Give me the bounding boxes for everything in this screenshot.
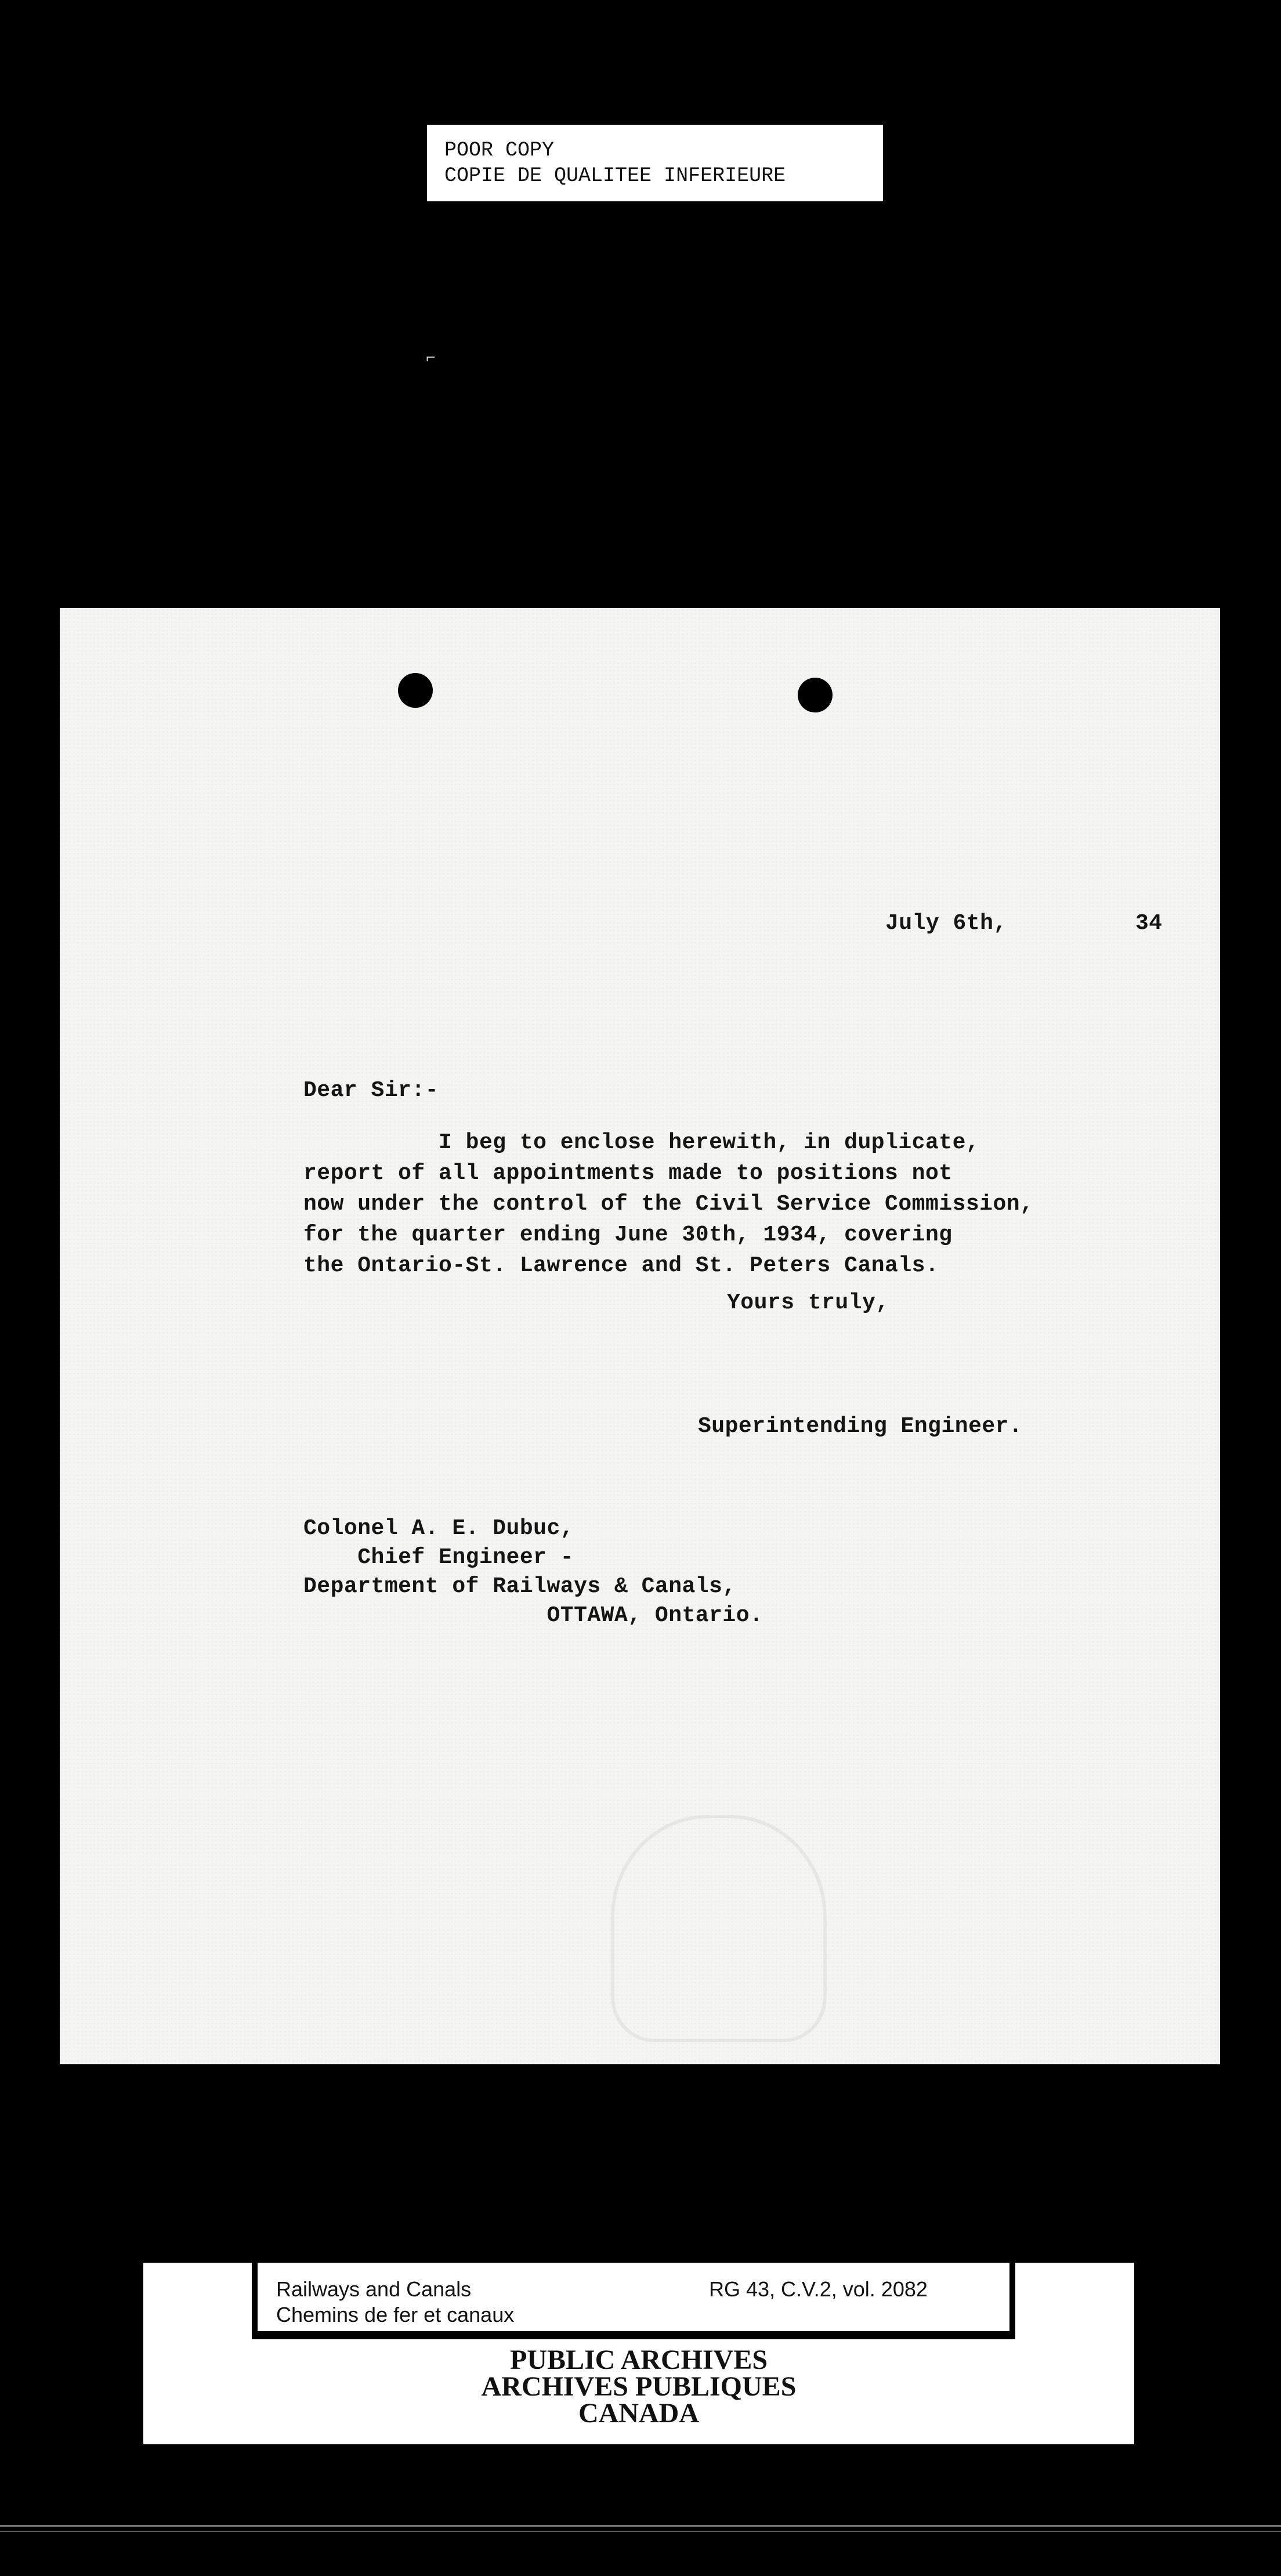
archive-reference: RG 43, C.V.2, vol. 2082 [709,2277,928,2301]
letter-date-year: 34 [1135,911,1163,936]
addressee-block: Colonel A. E. Dubuc, Chief Engineer - Department of Railways & Canals, OTTAWA, Ontario. [303,1516,763,1628]
closing: Yours truly, [727,1290,889,1315]
fonds-name-french: Chemins de fer et canaux [276,2303,515,2327]
archive-footer-card [143,2263,1134,2444]
film-edge-line [0,2525,1281,2527]
signature-title: Superintending Engineer. [698,1414,1023,1439]
letter-body: I beg to enclose herewith, in duplicate, report of all appointments made to positions not now under the control of the Civil Service Commission, for the quarter ending June 30th, 1934, covering the Ontario-St. Lawrence and St. Peters Canals. [303,1130,1034,1278]
archives-title-french: ARCHIVES PUBLIQUES [481,2371,797,2402]
archives-title-country: CANADA [578,2398,699,2429]
archives-title-english: PUBLIC ARCHIVES [509,2345,768,2375]
fonds-name [276,2277,514,2328]
archive-label-bar [252,2263,1015,2339]
archive-label [258,2263,1009,2331]
archives-title [143,2347,1134,2427]
punch-hole-left [398,673,433,708]
film-edge-line-secondary [0,2531,1281,2532]
poor-copy-line-french: COPIE DE QUALITEE INFERIEURE [444,164,786,187]
stray-pen-mark: ⌐ [426,350,436,368]
punch-hole-right [798,678,833,712]
letter-page [60,608,1220,2064]
fonds-name-english: Railways and Canals [276,2277,472,2301]
faded-stamp-mark [611,1815,827,2042]
letter-date: July 6th, [885,911,1007,936]
poor-copy-line-english: POOR COPY [444,139,555,162]
poor-copy-label [427,125,883,201]
salutation: Dear Sir:- [303,1078,439,1103]
